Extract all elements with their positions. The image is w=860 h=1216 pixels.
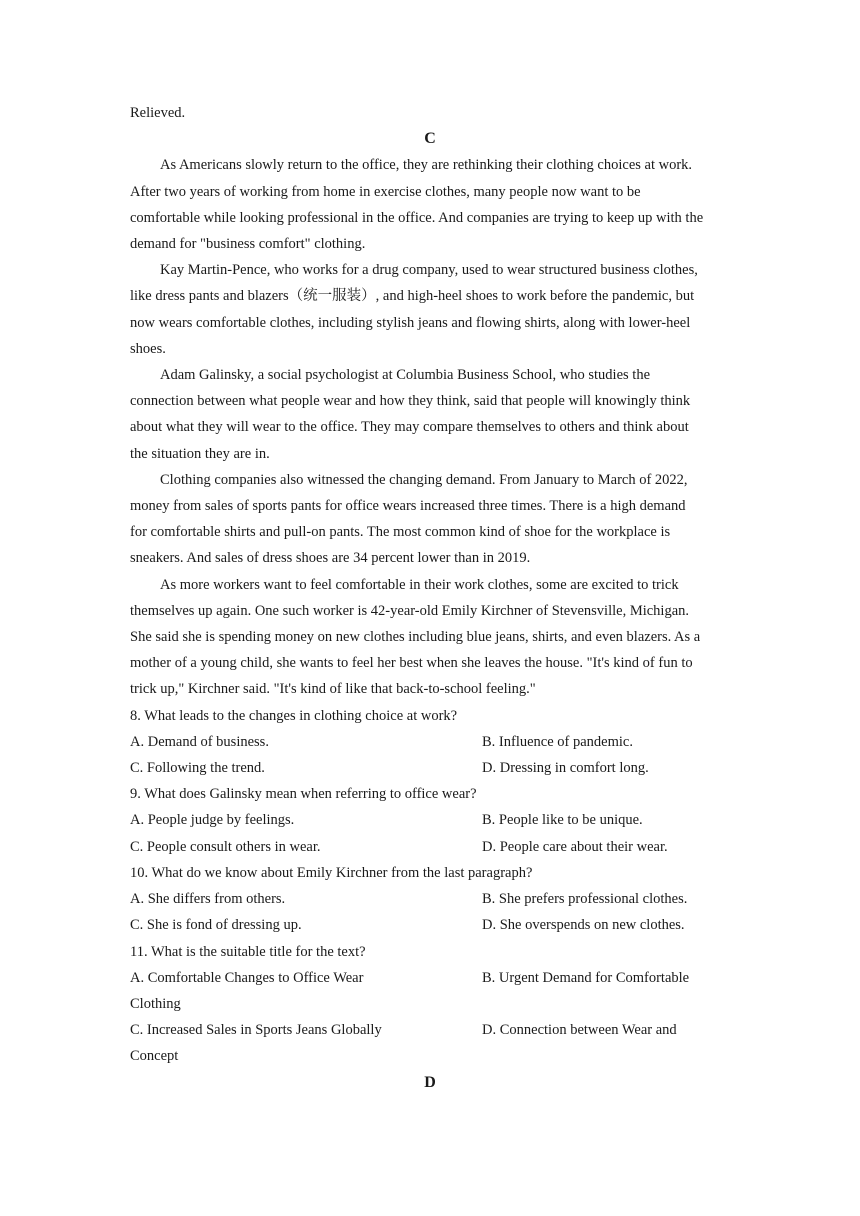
passage-paragraph xyxy=(130,152,730,257)
question-stem: 8. What leads to the changes in clothing choice at work? xyxy=(130,707,458,724)
paragraph-line: shoes. xyxy=(130,340,166,357)
option-right: D. She overspends on new clothes. xyxy=(482,917,685,934)
passage-paragraph xyxy=(130,467,730,572)
option-right: B. Influence of pandemic. xyxy=(482,733,633,750)
option-left: A. People judge by feelings. xyxy=(130,812,295,829)
paragraph-line: connection between what people wear and how they think, said that people will knowingly think xyxy=(130,393,691,410)
paragraph-line: about what they will wear to the office. They may compare themselves to others and think about xyxy=(130,419,689,436)
section-heading-d: D xyxy=(424,1073,436,1091)
paragraph-line: the situation they are in. xyxy=(130,445,270,462)
question-stem: 10. What do we know about Emily Kirchner from the last paragraph? xyxy=(130,864,533,881)
document-page xyxy=(130,100,730,1096)
paragraph-line: She said she is spending money on new clothes including blue jeans, shirts, and even blazers. As a xyxy=(130,629,701,646)
option-row xyxy=(130,965,730,991)
option-right: B. People like to be unique. xyxy=(482,812,643,829)
option-right: D. People care about their wear. xyxy=(482,838,668,855)
option-row xyxy=(130,729,730,755)
option-row xyxy=(130,886,730,912)
question-list xyxy=(130,703,730,1070)
passage-paragraph xyxy=(130,362,730,467)
paragraph-line: for comfortable shirts and pull-on pants. The most common kind of shoe for the workplace is xyxy=(130,524,671,541)
passage-c xyxy=(130,152,730,702)
paragraph-line: comfortable while looking professional in the office. And companies are trying to keep up with the xyxy=(130,209,704,226)
intro-line: Relieved. xyxy=(130,105,186,121)
option-left: C. Increased Sales in Sports Jeans Globally xyxy=(130,1022,382,1039)
section-heading-c: C xyxy=(424,130,436,148)
option-left: A. Demand of business. xyxy=(130,733,269,750)
option-left: C. Following the trend. xyxy=(130,760,265,777)
paragraph-line: demand for "business comfort" clothing. xyxy=(130,236,366,253)
paragraph-line: money from sales of sports pants for office wears increased three times. There is a high demand xyxy=(130,498,686,515)
passage-paragraph xyxy=(130,257,730,362)
question-stem: 11. What is the suitable title for the text? xyxy=(130,943,366,960)
option-row xyxy=(130,755,730,781)
option-right: D. Dressing in comfort long. xyxy=(482,760,649,777)
option-row xyxy=(130,912,730,938)
option-row xyxy=(130,991,730,1017)
paragraph-line: After two years of working from home in exercise clothes, many people now want to be xyxy=(130,183,641,200)
paragraph-line: mother of a young child, she wants to feel her best when she leaves the house. "It's kind of fun to xyxy=(130,655,693,672)
paragraph-line: now wears comfortable clothes, including stylish jeans and flowing shirts, along with lower-heel xyxy=(130,314,691,331)
question-block xyxy=(130,939,730,1070)
question-block xyxy=(130,781,730,860)
option-row xyxy=(130,834,730,860)
question-block xyxy=(130,703,730,782)
paragraph-line: like dress pants and blazers（统一服装）, and high-heel shoes to work before the pandemic, but xyxy=(130,288,695,305)
option-left: A. She differs from others. xyxy=(130,891,286,908)
option-row xyxy=(130,807,730,833)
paragraph-line: As more workers want to feel comfortable in their work clothes, some are excited to trick xyxy=(160,576,679,593)
paragraph-line: Clothing companies also witnessed the changing demand. From January to March of 2022, xyxy=(160,471,688,488)
option-right: D. Connection between Wear and xyxy=(482,1022,677,1039)
paragraph-line: themselves up again. One such worker is 42-year-old Emily Kirchner of Stevensville, Michigan. xyxy=(130,602,690,619)
option-left: C. She is fond of dressing up. xyxy=(130,917,302,934)
paragraph-line: Kay Martin-Pence, who works for a drug company, used to wear structured business clothes, xyxy=(160,262,698,279)
passage-paragraph xyxy=(130,572,730,703)
option-right: B. Urgent Demand for Comfortable xyxy=(482,969,690,986)
question-stem: 9. What does Galinsky mean when referring to office wear? xyxy=(130,786,477,803)
paragraph-line: sneakers. And sales of dress shoes are 34 percent lower than in 2019. xyxy=(130,550,531,567)
option-row xyxy=(130,1017,730,1043)
option-right: B. She prefers professional clothes. xyxy=(482,891,688,908)
paragraph-line: Adam Galinsky, a social psychologist at Columbia Business School, who studies the xyxy=(160,367,651,384)
paragraph-line: trick up," Kirchner said. "It's kind of like that back-to-school feeling." xyxy=(130,681,536,698)
question-block xyxy=(130,860,730,939)
option-left: Clothing xyxy=(130,995,181,1012)
option-left: A. Comfortable Changes to Office Wear xyxy=(130,969,364,986)
paragraph-line: As Americans slowly return to the office, they are rethinking their clothing choices at work. xyxy=(160,157,693,174)
option-left: C. People consult others in wear. xyxy=(130,838,321,855)
option-left: Concept xyxy=(130,1048,179,1065)
option-row xyxy=(130,1043,730,1069)
